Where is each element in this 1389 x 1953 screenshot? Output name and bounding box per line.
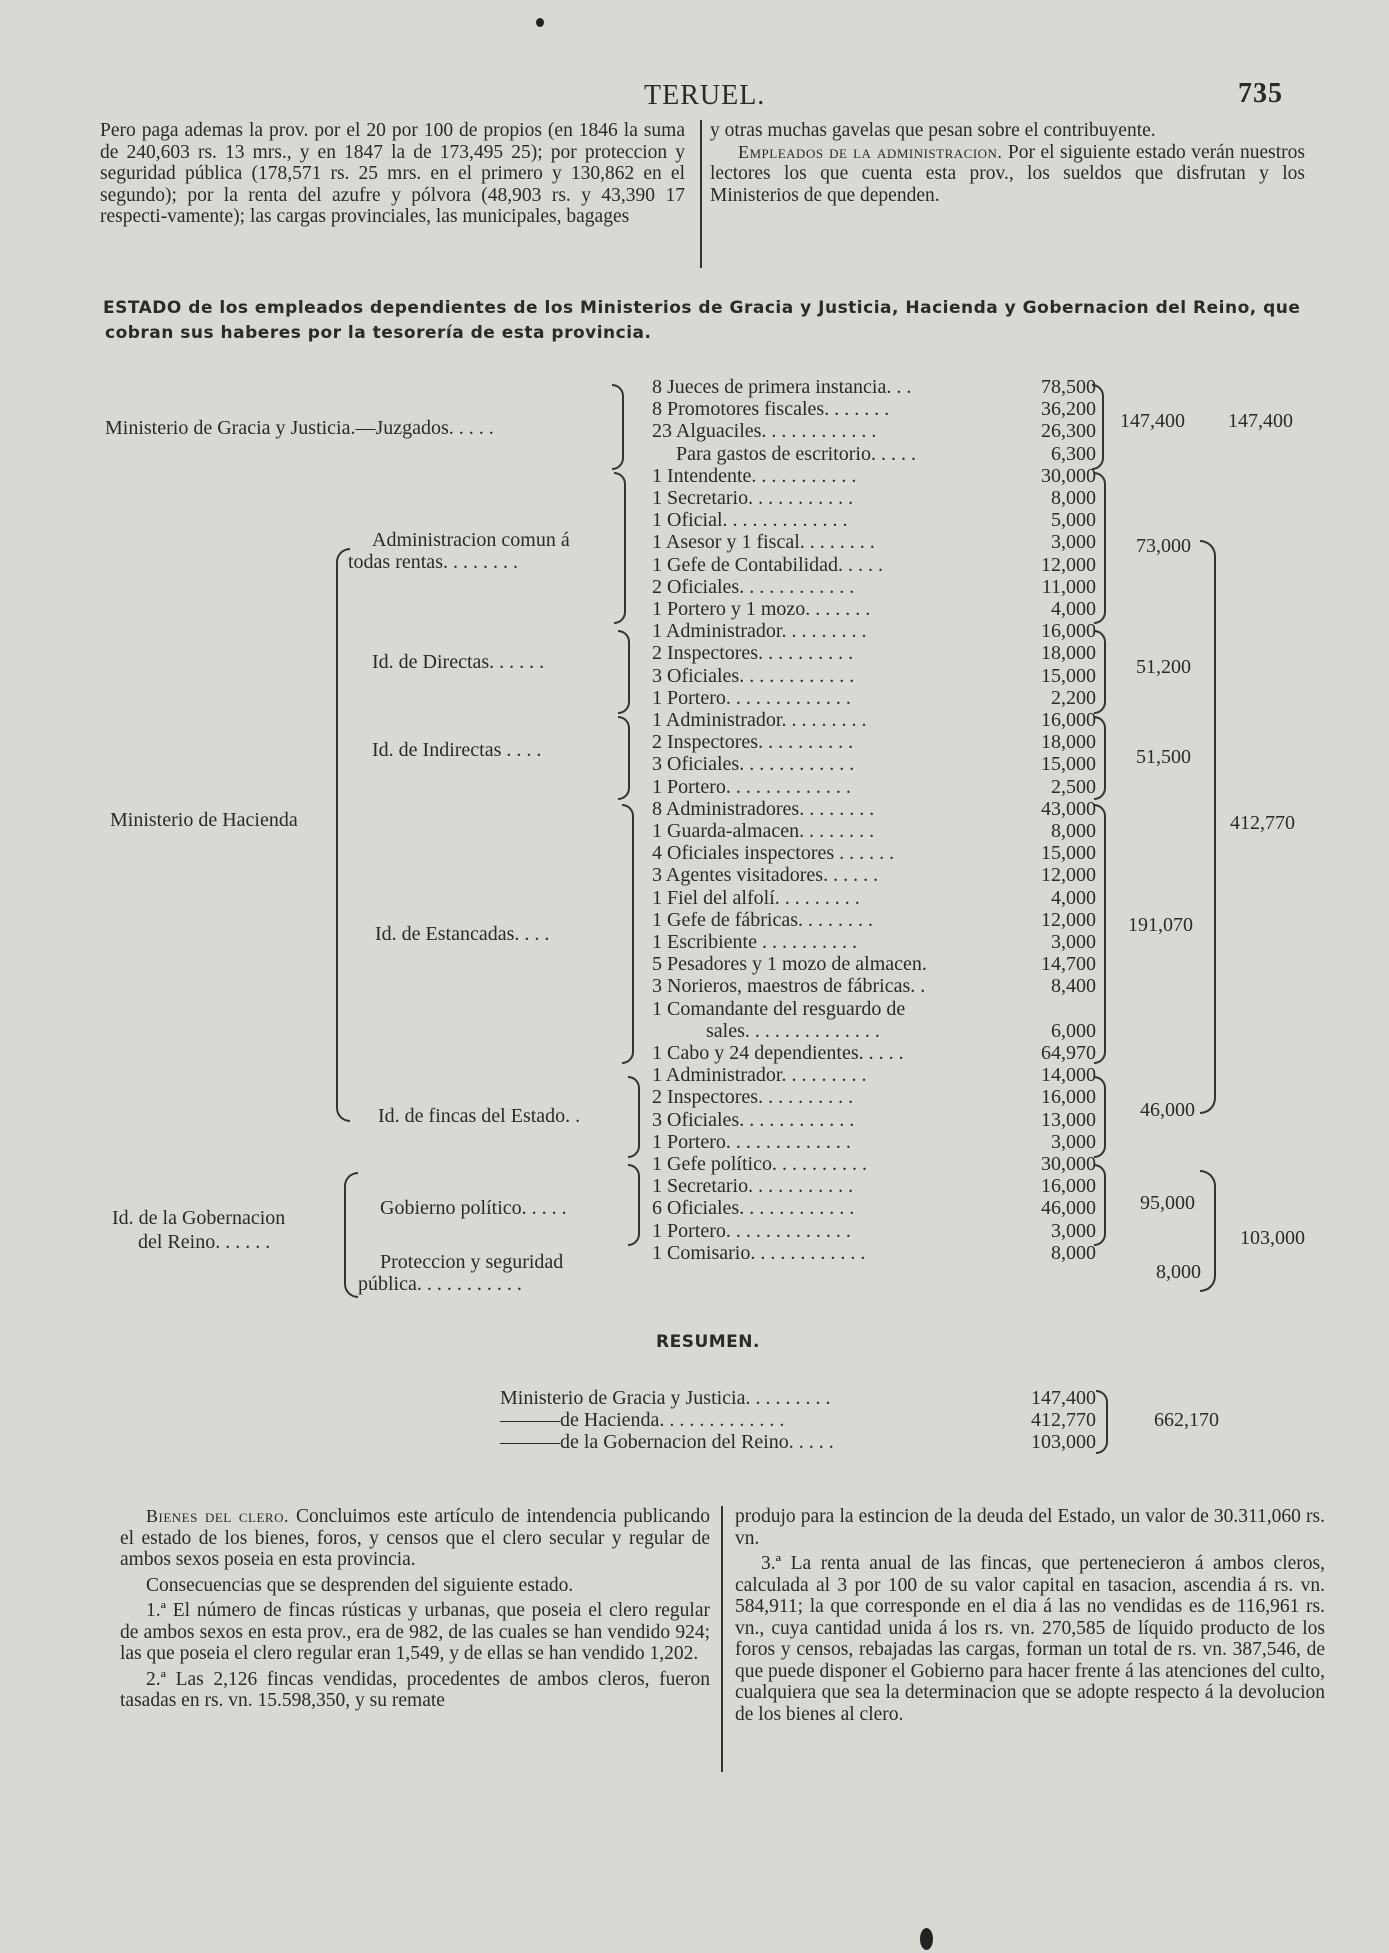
table-row-label: 3 Oficiales. . . . . . . . . . . . [652, 1109, 855, 1131]
bottom-column-rule [721, 1506, 723, 1772]
subtotal-admin-comun: 73,000 [1136, 535, 1191, 557]
intro-right [710, 120, 1305, 206]
table-row-label: 1 Escribiente . . . . . . . . . . [652, 931, 857, 953]
brace-directas-left [618, 630, 630, 714]
group-gobernacion-1: Id. de la Gobernacion [112, 1207, 286, 1229]
group-proteccion-2: pública. . . . . . . . . . . [358, 1273, 522, 1295]
table-row-amount: 16,000 [1041, 1175, 1096, 1197]
table-row-amount: 30,000 [1041, 465, 1096, 487]
table-title: ESTADO de los empleados dependientes de los Ministerios de Gracia y Justicia, Hacienda y Gobernacion del Reino, que cobran sus haberes por la tesorería de esta provincia. [103, 298, 1301, 343]
table-row-label: 1 Secretario. . . . . . . . . . . [652, 1175, 854, 1197]
table-row-amount: 4,000 [1051, 598, 1096, 620]
table-row-amount: 36,200 [1041, 398, 1096, 420]
table-row-amount: 8,000 [1051, 820, 1096, 842]
table-row-label: 3 Norieros, maestros de fábricas. . [652, 975, 926, 997]
table-row-amount: 2,200 [1051, 687, 1096, 709]
table-row-amount: 3,000 [1051, 531, 1096, 553]
group-gobierno-politico: Gobierno político. . . . . [380, 1197, 567, 1219]
subtotal-fincas: 46,000 [1140, 1099, 1195, 1121]
ink-blot [920, 1928, 933, 1950]
table-row-amount: 8,000 [1051, 1242, 1096, 1264]
group-indirectas: Id. de Indirectas . . . . [372, 739, 542, 761]
group-proteccion-1: Proteccion y seguridad [380, 1251, 564, 1273]
table-row-label: 1 Gefe político. . . . . . . . . . [652, 1153, 867, 1175]
table-row-label: 8 Jueces de primera instancia. . . [652, 376, 912, 398]
table-row-amount: 3,000 [1051, 1131, 1096, 1153]
table-row-amount: 12,000 [1041, 554, 1096, 576]
table-row-label: 1 Portero y 1 mozo. . . . . . . [652, 598, 871, 620]
subtotal-indirectas: 51,500 [1136, 746, 1191, 768]
group-fincas: Id. de fincas del Estado. . [378, 1105, 581, 1127]
table-row-amount: 18,000 [1041, 642, 1096, 664]
table-row-label: 5 Pesadores y 1 mozo de almacen. [652, 953, 927, 975]
resumen-row-amount: 103,000 [1031, 1431, 1096, 1453]
subtotal-directas: 51,200 [1136, 656, 1191, 678]
bottom-right [735, 1506, 1325, 1725]
table-row-label: 8 Administradores. . . . . . . . [652, 798, 875, 820]
column-rule [700, 120, 702, 268]
group-gracia: Ministerio de Gracia y Justicia.—Juzgados. . . . . [105, 417, 494, 439]
table-row-amount: 6,000 [1051, 1020, 1096, 1042]
table-row-label: 1 Comisario. . . . . . . . . . . . [652, 1242, 866, 1264]
table-row-amount: 46,000 [1041, 1197, 1096, 1219]
subtotal-gracia-b: 147,400 [1228, 410, 1293, 432]
table-row-amount: 11,000 [1041, 576, 1096, 598]
table-row-label: sales. . . . . . . . . . . . . . [706, 1020, 880, 1042]
bottom-left-p1: Concluimos este artículo de intendencia publicando el estado de los bienes, foros, y censos que el clero secular y regular de ambos sexos poseia en esta provincia. [120, 1506, 710, 1570]
table-row-label: 3 Oficiales. . . . . . . . . . . . [652, 665, 855, 687]
table-row-label: 2 Inspectores. . . . . . . . . . [652, 1086, 854, 1108]
table-row-label: 3 Oficiales. . . . . . . . . . . . [652, 753, 855, 775]
group-hacienda: Ministerio de Hacienda [110, 809, 298, 831]
bottom-left-p3: 1.ª El número de fincas rústicas y urbanas, que poseia el clero regular de ambos sexos en esta prov., era de 982, de las cuales se han vendido 924; las que poseia el clero regular eran 1,549, y de ellas se han vendido 1,202. [120, 1600, 710, 1664]
table-row-amount: 64,970 [1041, 1042, 1096, 1064]
intro-right-heading: Empleados de la administracion. [738, 141, 1003, 162]
resumen-title: RESUMEN. [656, 1332, 760, 1352]
brace-resumen [1096, 1390, 1108, 1454]
table-row-amount: 15,000 [1041, 842, 1096, 864]
table-row-amount: 15,000 [1041, 753, 1096, 775]
table-row-label: 1 Gefe de fábricas. . . . . . . . [652, 909, 874, 931]
table-row-amount: 5,000 [1051, 509, 1096, 531]
ink-blot [536, 18, 544, 27]
subtotal-proteccion: 8,000 [1156, 1261, 1201, 1283]
bottom-left [120, 1506, 710, 1712]
table-row-label: 1 Oficial. . . . . . . . . . . . . [652, 509, 848, 531]
brace-indirectas-left [618, 716, 630, 800]
table-row-label: 1 Cabo y 24 dependientes. . . . . [652, 1042, 904, 1064]
table-row-label: 2 Inspectores. . . . . . . . . . [652, 642, 854, 664]
table-row-label: 1 Administrador. . . . . . . . . [652, 620, 867, 642]
table-row-label: 1 Asesor y 1 fiscal. . . . . . . . [652, 531, 875, 553]
bottom-left-p4: 2.ª Las 2,126 fincas vendidas, procedentes de ambos cleros, fueron tasadas en rs. vn. 15.598,350, y su remate [120, 1668, 710, 1711]
table-row-label: 1 Gefe de Contabilidad. . . . . [652, 554, 884, 576]
table-row-amount: 14,000 [1041, 1064, 1096, 1086]
brace-estancadas-left [622, 804, 634, 1064]
bottom-left-p2: Consecuencias que se desprenden del siguiente estado. [146, 1574, 574, 1596]
brace-hacienda-total [1200, 540, 1216, 1114]
table-row-label: 3 Agentes visitadores. . . . . . [652, 864, 879, 886]
table-row-amount: 18,000 [1041, 731, 1096, 753]
resumen-row-amount: 147,400 [1031, 1387, 1096, 1409]
subtotal-gobierno-politico: 95,000 [1140, 1192, 1195, 1214]
table-row-amount: 78,500 [1041, 376, 1096, 398]
table-row-amount: 2,500 [1051, 776, 1096, 798]
group-gobernacion-2: del Reino. . . . . . [138, 1231, 271, 1253]
table-row-amount: 12,000 [1041, 864, 1096, 886]
resumen-total: 662,170 [1154, 1409, 1219, 1431]
table-row-amount: 6,300 [1051, 443, 1096, 465]
table-row-amount: 16,000 [1041, 1086, 1096, 1108]
table-row-amount: 16,000 [1041, 620, 1096, 642]
brace-admin-left [614, 472, 626, 624]
table-row-amount: 30,000 [1041, 1153, 1096, 1175]
table-row-label: 23 Alguaciles. . . . . . . . . . . . [652, 420, 877, 442]
table-row-amount: 14,700 [1041, 953, 1096, 975]
brace-hacienda [336, 548, 350, 1122]
brace-gobernacion [344, 1172, 358, 1298]
table-row-amount: 26,300 [1041, 420, 1096, 442]
brace-fincas-left [628, 1076, 640, 1158]
table-row-label: 1 Comandante del resguardo de [652, 998, 906, 1020]
table-row-label: 1 Portero. . . . . . . . . . . . . [652, 687, 851, 709]
table-row-label: 1 Administrador. . . . . . . . . [652, 1064, 867, 1086]
running-title: TERUEL. [644, 80, 766, 111]
subtotal-estancadas: 191,070 [1128, 914, 1193, 936]
table-row-label: 8 Promotores fiscales. . . . . . . [652, 398, 890, 420]
table-row-amount: 8,000 [1051, 487, 1096, 509]
table-row-label: 4 Oficiales inspectores . . . . . . [652, 842, 895, 864]
table-row-label: 1 Portero. . . . . . . . . . . . . [652, 1131, 851, 1153]
table-row-label: 2 Inspectores. . . . . . . . . . [652, 731, 854, 753]
group-directas: Id. de Directas. . . . . . [372, 651, 545, 673]
resumen-row-label: Ministerio de Gracia y Justicia. . . . . . . . . [500, 1387, 831, 1409]
page-number: 735 [1238, 78, 1283, 109]
table-row-amount: 3,000 [1051, 1220, 1096, 1242]
table-row-amount: 12,000 [1041, 909, 1096, 931]
table-row-label: 1 Portero. . . . . . . . . . . . . [652, 1220, 851, 1242]
table-row-label: 1 Secretario. . . . . . . . . . . [652, 487, 854, 509]
table-row-label: 1 Fiel del alfolí. . . . . . . . . [652, 887, 860, 909]
subtotal-gobernacion: 103,000 [1240, 1227, 1305, 1249]
table-row-amount: 13,000 [1041, 1109, 1096, 1131]
brace-gracia-left [612, 384, 624, 470]
bottom-left-heading: Bienes del clero. [146, 1506, 289, 1526]
brace-gobpol-left [628, 1164, 640, 1246]
resumen-row-amount: 412,770 [1031, 1409, 1096, 1431]
table-row-amount: 3,000 [1051, 931, 1096, 953]
resumen-row-label: ———de la Gobernacion del Reino. . . . . [500, 1431, 834, 1453]
group-admin-comun-1: Administracion comun á [372, 529, 570, 551]
group-admin-comun-2: todas rentas. . . . . . . . [348, 551, 518, 573]
table-row-amount: 43,000 [1041, 798, 1096, 820]
bottom-right-p1: produjo para la estincion de la deuda del Estado, un valor de 30.311,060 rs. vn. [735, 1506, 1325, 1549]
resumen-row-label: ———de Hacienda. . . . . . . . . . . . . [500, 1409, 785, 1431]
table-row-label: Para gastos de escritorio. . . . . [676, 443, 916, 465]
table-row-amount: 4,000 [1051, 887, 1096, 909]
brace-gobernacion-total [1200, 1170, 1216, 1292]
subtotal-hacienda: 412,770 [1230, 812, 1295, 834]
table-row-label: 6 Oficiales. . . . . . . . . . . . [652, 1197, 855, 1219]
table-row-label: 1 Portero. . . . . . . . . . . . . [652, 776, 851, 798]
subtotal-gracia-a: 147,400 [1120, 410, 1185, 432]
intro-right-line1: y otras muchas gavelas que pesan sobre el contribuyente. [710, 120, 1156, 141]
intro-left: Pero paga ademas la prov. por el 20 por 100 de propios (en 1846 la suma de 240,603 rs. 13 mrs., y en 1847 la de 173,495 25); por proteccion y seguridad pública (178,571 rs. 25 mrs. en el primero y 130,862 en el segundo); por la renta del azufre y pólvora (48,903 rs. y 43,390 17 respecti-vamente); las cargas provinciales, las municipales, bagages [100, 120, 685, 227]
table-row-label: 1 Guarda-almacen. . . . . . . . [652, 820, 875, 842]
table-row-label: 2 Oficiales. . . . . . . . . . . . [652, 576, 855, 598]
table-row-label: 1 Administrador. . . . . . . . . [652, 709, 867, 731]
table-row-label: 1 Intendente. . . . . . . . . . . [652, 465, 857, 487]
table-row-amount: 15,000 [1041, 665, 1096, 687]
table-row-amount: 8,400 [1051, 975, 1096, 997]
table-row-amount: 16,000 [1041, 709, 1096, 731]
group-estancadas: Id. de Estancadas. . . . [375, 923, 550, 945]
intro-right-text: Por el siguiente estado verán nuestros lectores los que cuenta esta prov., los sueldos que disfrutan y los Ministerios de que dependen. [710, 141, 1306, 206]
bottom-right-p2: 3.ª La renta anual de las fincas, que pertenecieron á ambos cleros, calculada al 3 por 100 de su valor capital en tasacion, ascendia á rs. vn. 584,911; la que corresponde en el dia á las no vendidas es de 116,961 rs. vn., cuya cantidad unida á los rs. vn. 270,585 de líquido producto de los foros y censos, rebajadas las cargas, forman un total de rs. vn. 387,546, de que puede disponer el Gobierno para hacer frente á las atenciones del culto, cualquiera que sea la determinacion que se adopte respecto á la devolucion de los bienes al clero. [735, 1553, 1325, 1725]
